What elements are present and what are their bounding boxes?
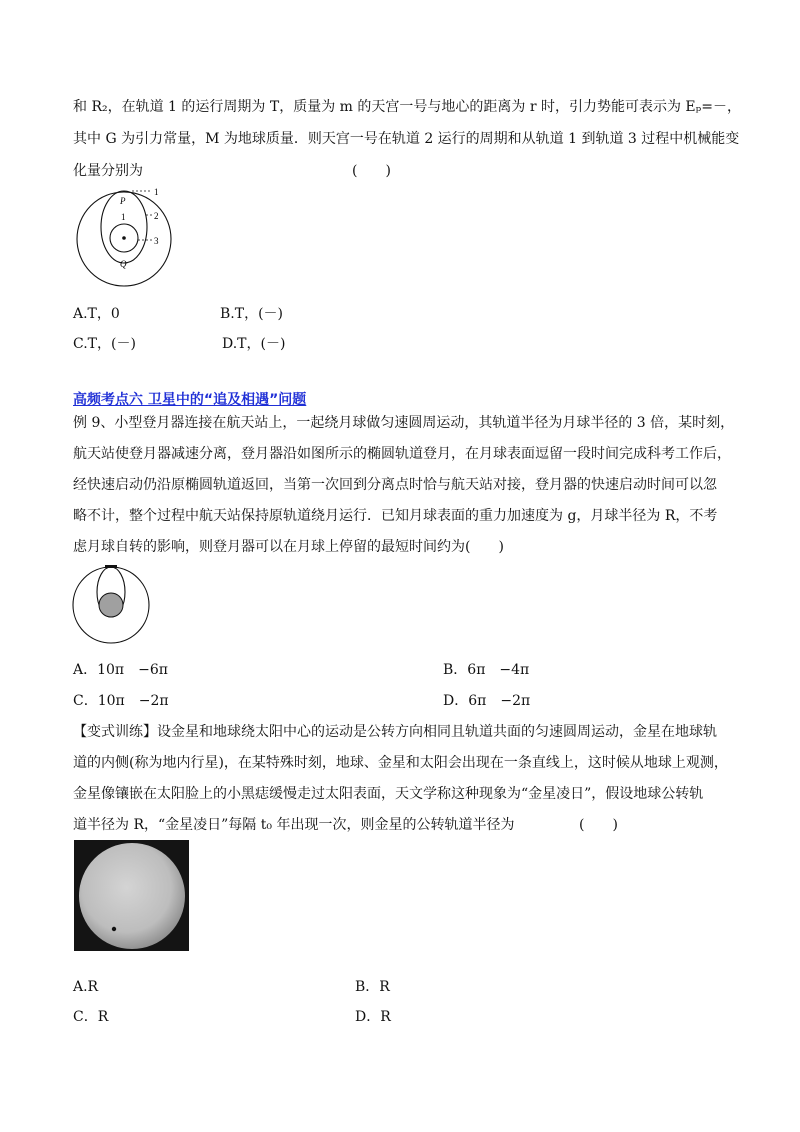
variant-text-line-2: 道的内侧(称为地内行星)，在某特殊时刻，地球、金星和太阳会出现在一条直线上，这时候从地球上观测， bbox=[73, 755, 728, 771]
q9-text-line-3: 经快速启动仍沿原椭圆轨道返回，当第一次回到分离点时恰与航天站对接，登月器的快速启动时间可以忽 bbox=[73, 477, 717, 493]
q9-text-line-2: 航天站使登月器减速分离，登月器沿如图所示的椭圆轨道登月，在月球表面逗留一段时间完成科考工作后， bbox=[73, 446, 731, 462]
variant-option-b: B．R bbox=[355, 979, 390, 995]
q8-option-b: B.T，(－) bbox=[220, 306, 283, 322]
q9-option-c: C．10π −2π bbox=[73, 693, 169, 709]
orbit-label-1: 1 bbox=[154, 187, 159, 197]
venus-transit-photo bbox=[74, 840, 189, 951]
variant-option-d: D．R bbox=[355, 1009, 391, 1025]
q9-option-b: B．6π −4π bbox=[443, 662, 530, 678]
station-marker bbox=[105, 565, 117, 568]
variant-text-line-3: 金星像镶嵌在太阳脸上的小黑痣缓慢走过太阳表面，天文学称这种现象为“金星凌日”，假设地球公转轨 bbox=[73, 786, 704, 802]
q8-option-c: C.T，(－) bbox=[73, 336, 136, 352]
q8-option-d: D.T，(－) bbox=[222, 336, 286, 352]
moon-circle bbox=[99, 593, 123, 617]
earth-center-dot bbox=[122, 236, 126, 240]
variant-option-c: C．R bbox=[73, 1009, 109, 1025]
venus-dot bbox=[112, 927, 116, 931]
sun-disk bbox=[79, 843, 185, 949]
variant-text-line-4: 道半径为 R，“金星凌日”每隔 t₀ 年出现一次，则金星的公转轨道半径为 bbox=[73, 817, 515, 833]
q8-answer-paren: ( ) bbox=[352, 163, 391, 179]
orbit-label-3: 3 bbox=[154, 236, 159, 246]
point-p-label: P bbox=[120, 196, 126, 206]
q8-text-line-2: 其中 G 为引力常量，M 为地球质量．则天宫一号在轨道 2 运行的周期和从轨道 1 到轨道 3 过程中机械能变 bbox=[73, 131, 740, 147]
q9-text-line-1: 例 9、小型登月器连接在航天站上，一起绕月球做匀速圆周运动，其轨道半径为月球半径的 3 倍，某时刻， bbox=[73, 415, 735, 431]
q8-text-line-1: 和 R₂，在轨道 1 的运行周期为 T，质量为 m 的天宫一号与地心的距离为 r 时，引力势能可表示为 Eₚ=－， bbox=[73, 99, 741, 115]
q9-text-line-5: 虑月球自转的影响，则登月器可以在月球上停留的最短时间约为( ) bbox=[73, 539, 504, 555]
point-q-label: Q bbox=[120, 259, 127, 269]
q8-option-a: A.T，0 bbox=[73, 306, 120, 322]
lander-orbit-diagram bbox=[71, 563, 157, 649]
q9-option-d: D．6π −2π bbox=[443, 693, 531, 709]
q9-option-a: A．10π −6π bbox=[73, 662, 168, 678]
q8-text-line-3: 化量分别为 bbox=[73, 163, 143, 179]
orbit-diagram bbox=[72, 185, 182, 290]
variant-answer-paren: ( ) bbox=[579, 817, 618, 833]
q9-text-line-4: 略不计，整个过程中航天站保持原轨道绕月运行．已知月球表面的重力加速度为 g，月球半径为 R，不考 bbox=[73, 508, 718, 524]
center-number-label: 1 bbox=[121, 212, 126, 222]
variant-option-a: A.R bbox=[73, 979, 99, 995]
section-heading-link[interactable]: 高频考点六 卫星中的“追及相遇”问题 bbox=[73, 392, 307, 408]
variant-text-line-1: 【变式训练】设金星和地球绕太阳中心的运动是公转方向相同且轨道共面的匀速圆周运动，金星在地球轨 bbox=[73, 724, 717, 740]
orbit-label-2: 2 bbox=[154, 211, 159, 221]
